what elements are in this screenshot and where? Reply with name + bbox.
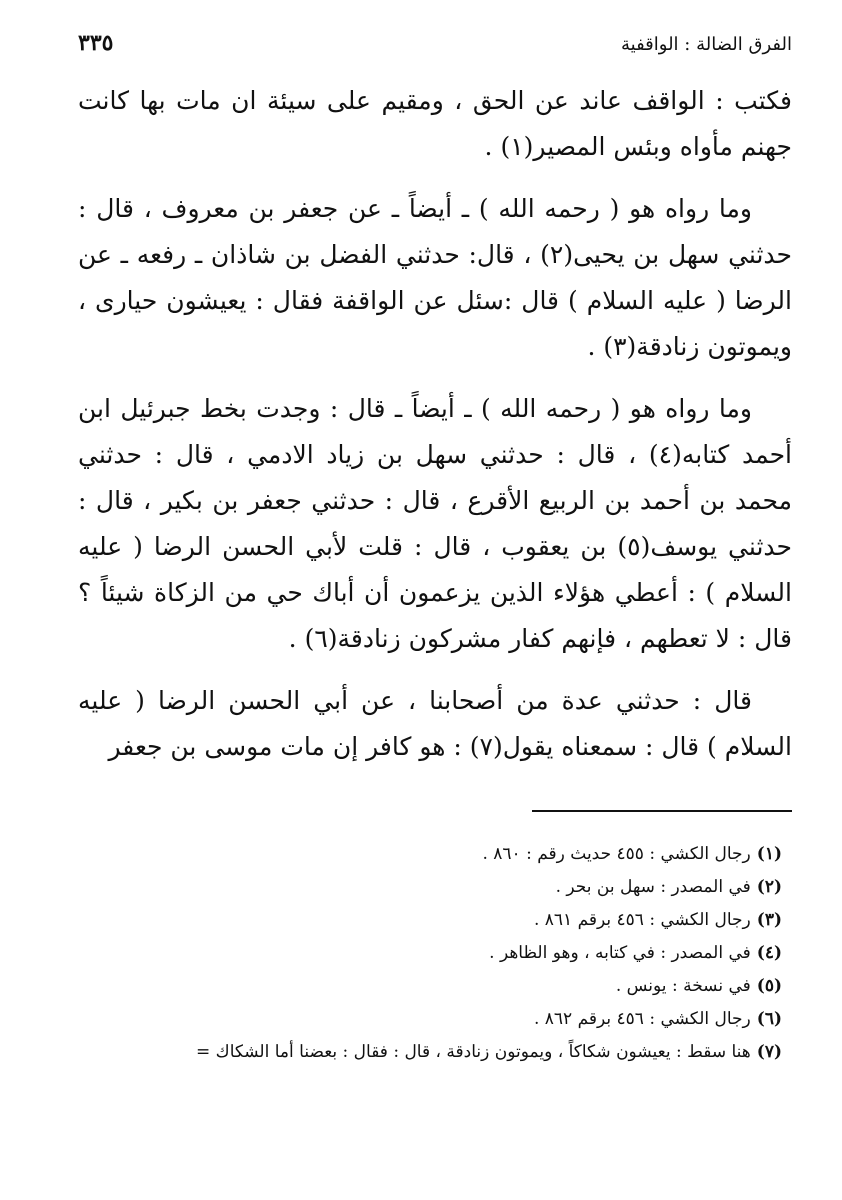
main-text bbox=[78, 78, 792, 770]
footnote-7 bbox=[78, 1036, 782, 1069]
footnote-text: في نسخة : يونس . bbox=[615, 976, 751, 996]
footnote-marker: (٢) bbox=[756, 877, 782, 897]
footnote-marker: (٥) bbox=[756, 976, 782, 996]
footnote-5 bbox=[78, 970, 782, 1003]
footnote-divider bbox=[532, 810, 792, 812]
footnotes bbox=[78, 838, 792, 1069]
paragraph-3: وما رواه هو ( رحمه الله ) ـ أيضاً ـ قال : وجدت بخط جبرئيل ابن أحمد كتابه(٤) ، قال : حدثني سهل بن زياد الادمي ، قال : حدثني محمد بن أحمد بن الربيع الأقرع ، قال : حدثني جعفر بن بكير ، قال : حدثني يوسف(٥) بن يعقوب ، قال : قلت لأبي الحسن الرضا ( عليه السلام ) : أعطي هؤلاء الذين يزعمون أن أباك حي من الزكاة شيئاً ؟ قال : لا تعطهم ، فإنهم كفار مشركون زنادقة(٦) . bbox=[78, 394, 792, 653]
footnote-text: رجال الكشي : ٤٥٦ برقم ٨٦١ . bbox=[533, 910, 751, 930]
paragraph-4: قال : حدثني عدة من أصحابنا ، عن أبي الحسن الرضا ( عليه السلام ) قال : سمعناه يقول(٧) : هو كافر إن مات موسى بن جعفر bbox=[78, 686, 792, 761]
footnote-4 bbox=[78, 937, 782, 970]
paragraph-1: فكتب : الواقف عاند عن الحق ، ومقيم على سيئة ان مات بها كانت جهنم مأواه وبئس المصير(١) . bbox=[78, 86, 792, 161]
footnote-text: رجال الكشي : ٤٥٦ برقم ٨٦٢ . bbox=[533, 1009, 751, 1029]
footnote-text: في المصدر : سهل بن بحر . bbox=[555, 877, 751, 897]
running-title: الفرق الضالة : الواقفية bbox=[620, 34, 792, 55]
page-number: ٣٣٥ bbox=[78, 30, 114, 56]
footnote-text: رجال الكشي : ٤٥٥ حديث رقم : ٨٦٠ . bbox=[482, 844, 751, 864]
footnote-text: في المصدر : في كتابه ، وهو الظاهر . bbox=[489, 943, 751, 963]
footnote-marker: (٣) bbox=[756, 910, 782, 930]
footnote-marker: (١) bbox=[756, 844, 782, 864]
footnote-1 bbox=[78, 838, 782, 871]
footnote-text: هنا سقط : يعيشون شكاكاً ، ويموتون زنادقة ، قال : فقال : بعضنا أما الشكاك = bbox=[196, 1042, 751, 1062]
footnote-6 bbox=[78, 1003, 782, 1036]
footnote-marker: (٤) bbox=[756, 943, 782, 963]
footnote-marker: (٧) bbox=[756, 1042, 782, 1062]
footnote-marker: (٦) bbox=[756, 1009, 782, 1029]
footnote-2 bbox=[78, 871, 782, 904]
footnote-3 bbox=[78, 904, 782, 937]
paragraph-2: وما رواه هو ( رحمه الله ) ـ أيضاً ـ عن جعفر بن معروف ، قال : حدثني سهل بن يحيى(٢) ، قال: حدثني الفضل بن شاذان ـ رفعه ـ عن الرضا ( عليه السلام ) قال :سئل عن الواقفة فقال : يعيشون حيارى ، ويموتون زنادقة(٣) . bbox=[78, 194, 792, 361]
page-header bbox=[78, 30, 792, 70]
